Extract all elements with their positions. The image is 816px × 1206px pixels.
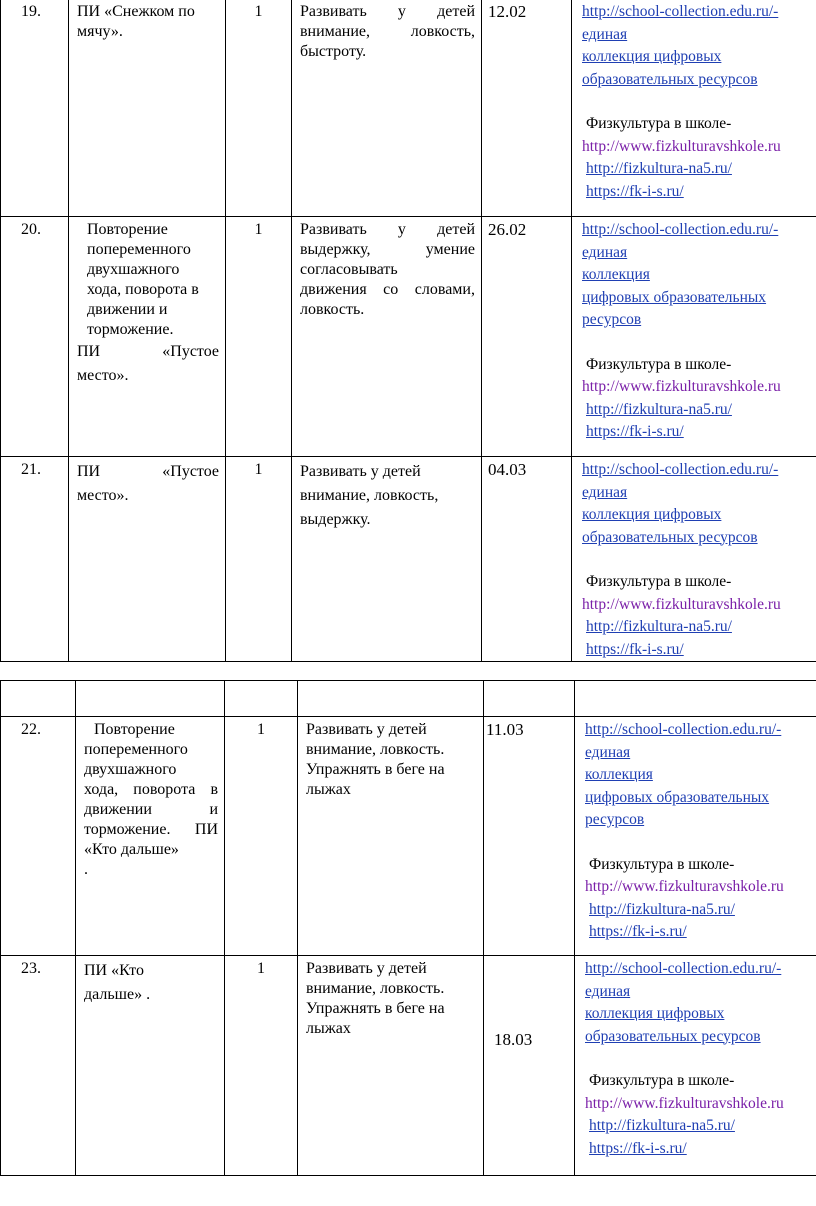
school-collection-link[interactable]: http://school-collection.edu.ru/- [585,960,782,977]
table-row [1,457,816,662]
school-collection-link-text[interactable]: ресурсов [582,311,642,328]
lesson-date: 04.03 [482,457,572,662]
lesson-topic: ПИ «Пустое место». [69,457,226,662]
resources-cell [572,217,816,457]
lesson-goal: Развивать у детей внимание, ловкость, выдержку. [292,457,482,662]
fk-i-s-link[interactable]: https://fk-i-s.ru/ [586,423,684,440]
fizkultura-label: Физкультура в школе- [589,1072,735,1089]
school-collection-link[interactable]: http://school-collection.edu.ru/- [582,221,779,238]
table-row [1,956,816,1176]
table-row [1,717,816,956]
fizkulturavshkole-link[interactable]: http://www.fizkulturavshkole.ru [582,378,781,395]
fizkultura-na5-link[interactable]: http://fizkultura-na5.ru/ [586,618,732,635]
table-row [1,217,816,457]
lesson-goal: Развивать у детей внимание, ловкость, быстроту. [292,0,482,217]
fizkultura-label: Физкультура в школе- [586,355,732,373]
lesson-goal: Развивать у детей выдержку, умение согласовывать движения со словами, ловкость. [292,217,482,457]
school-collection-link-text[interactable]: единая [582,25,628,43]
empty-cell [225,681,298,717]
fizkultura-na5-link[interactable]: http://fizkultura-na5.ru/ [586,160,732,177]
resources-cell [572,457,816,662]
hours-count: 1 [225,717,298,956]
hours-count: 1 [226,0,292,217]
fizkultura-na5-link[interactable]: http://fizkultura-na5.ru/ [586,400,732,418]
school-collection-link-text[interactable]: ресурсов [585,811,645,828]
lesson-topic: Повторение попеременного двухшажного хода, поворота в движении и торможение. ПИ «Кто дальше» . [76,717,225,956]
fizkultura-label: Физкультура в школе- [589,855,735,873]
school-collection-link-text[interactable]: цифровых образовательных [582,288,767,306]
lesson-topic: Повторение попеременного двухшажного хода, поворота в движении и торможение. ПИ «Пустое место». [69,217,226,457]
school-collection-link-text[interactable]: коллекция цифровых [582,48,722,65]
fizkultura-na5-link[interactable]: http://fizkultura-na5.ru/ [589,900,735,918]
empty-cell [484,681,575,717]
row-number: 23. [1,956,76,1176]
table-row [1,0,816,217]
school-collection-link[interactable]: http://school-collection.edu.ru/- [582,461,779,478]
empty-cell [76,681,225,717]
empty-cell [298,681,484,717]
fizkultura-na5-link[interactable]: http://fizkultura-na5.ru/ [589,1117,735,1134]
fk-i-s-link[interactable]: https://fk-i-s.ru/ [589,923,687,940]
row-number: 22. [1,717,76,956]
fk-i-s-link[interactable]: https://fk-i-s.ru/ [586,182,684,200]
fizkulturavshkole-link[interactable]: http://www.fizkulturavshkole.ru [585,878,784,895]
school-collection-link-text[interactable]: цифровых образовательных [585,788,770,806]
empty-table-row [1,681,816,717]
fizkulturavshkole-link[interactable]: http://www.fizkulturavshkole.ru [582,137,781,155]
fizkultura-label: Физкультура в школе- [586,573,732,590]
lesson-goal: Развивать у детей внимание, ловкость. Упражнять в беге на лыжах [298,717,484,956]
school-collection-link-text[interactable]: единая [582,483,628,501]
lesson-date: 11.03 [484,717,575,956]
lesson-table-2 [0,680,816,1176]
hours-count: 1 [225,956,298,1176]
empty-cell [575,681,816,717]
lesson-goal: Развивать у детей внимание, ловкость. Упражнять в беге на лыжах [298,956,484,1176]
fizkultura-label: Физкультура в школе- [586,115,732,132]
school-collection-link-text[interactable]: образовательных ресурсов [585,1027,761,1045]
school-collection-link-text[interactable]: коллекция цифровых [582,506,722,523]
school-collection-link-text[interactable]: коллекция [585,766,653,783]
hours-count: 1 [226,217,292,457]
empty-cell [1,681,76,717]
resources-cell [575,956,816,1176]
row-number: 21. [1,457,69,662]
fk-i-s-link[interactable]: https://fk-i-s.ru/ [589,1139,687,1157]
school-collection-link-text[interactable]: единая [582,243,628,261]
school-collection-link-text[interactable]: коллекция цифровых [585,1005,725,1022]
lesson-date: 18.03 [484,956,575,1176]
hours-count: 1 [226,457,292,662]
fk-i-s-link[interactable]: https://fk-i-s.ru/ [586,640,684,658]
school-collection-link-text[interactable]: коллекция [582,266,650,283]
row-number: 19. [1,0,69,217]
school-collection-link-text[interactable]: образовательных ресурсов [582,70,758,88]
school-collection-link[interactable]: http://school-collection.edu.ru/- [585,721,782,738]
row-number: 20. [1,217,69,457]
school-collection-link-text[interactable]: единая [585,743,631,761]
school-collection-link-text[interactable]: единая [585,982,631,1000]
school-collection-link[interactable]: http://school-collection.edu.ru/- [582,3,779,20]
fizkulturavshkole-link[interactable]: http://www.fizkulturavshkole.ru [582,595,781,613]
resources-cell [572,0,816,217]
resources-cell [575,717,816,956]
lesson-topic: ПИ «Кто дальше» . [76,956,225,1176]
lesson-topic: ПИ «Снежком по мячу». [69,0,226,217]
school-collection-link-text[interactable]: образовательных ресурсов [582,528,758,546]
fizkulturavshkole-link[interactable]: http://www.fizkulturavshkole.ru [585,1094,784,1112]
lesson-date: 26.02 [482,217,572,457]
lesson-date: 12.02 [482,0,572,217]
